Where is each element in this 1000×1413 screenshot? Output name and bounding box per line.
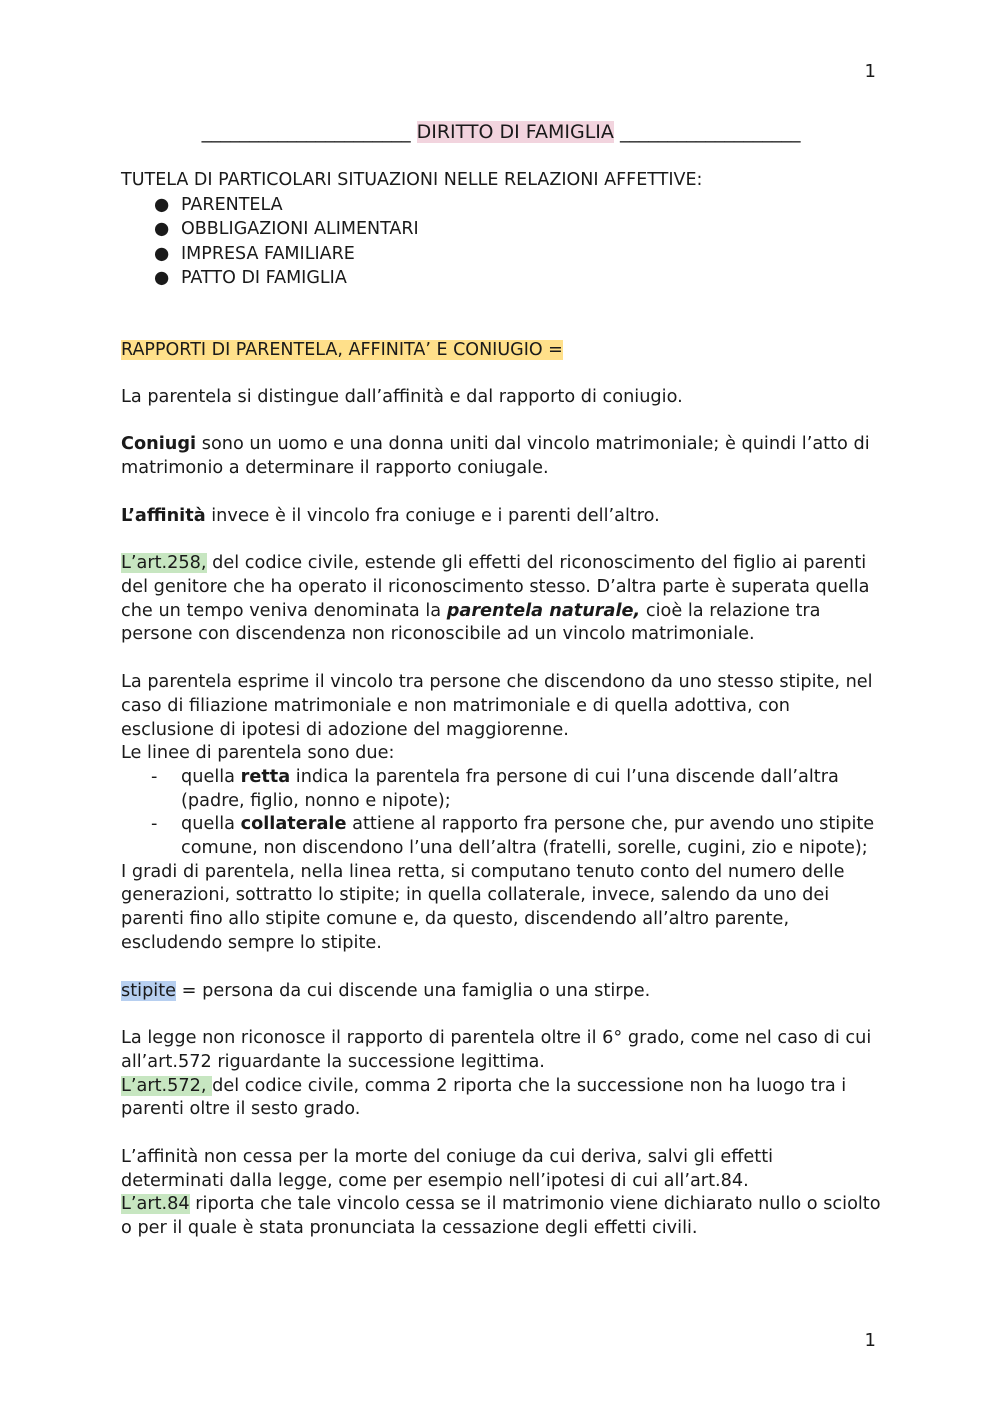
list-item: [121, 193, 881, 218]
paragraph-sesto-grado: La legge non riconosce il rapporto di parentela oltre il 6° grado, come nel caso di cui all’art.572 riguardante la successione legittima.: [121, 1028, 872, 1072]
dash-icon: -: [151, 814, 158, 835]
term-affinita: L’affinità: [121, 505, 206, 526]
paragraph-text: sono un uomo e una donna uniti dal vincolo matrimoniale; è quindi l’atto di matrimonio a determinare il rapporto coniugale.: [121, 434, 870, 478]
section-heading-text: RAPPORTI DI PARENTELA, AFFINITA’ E CONIUGIO =: [121, 339, 563, 360]
paragraph-parentela: La parentela si distingue dall’affinità e dal rapporto di coniugio.: [121, 386, 683, 407]
bullet-text: OBBLIGAZIONI ALIMENTARI: [181, 219, 419, 239]
term-collaterale: collaterale: [240, 814, 347, 835]
article-reference: L’art.572,: [121, 1075, 213, 1096]
paragraph-art-258: [121, 552, 881, 647]
term-retta: retta: [240, 766, 291, 787]
bullet-icon: ●: [154, 194, 170, 215]
dash-icon: -: [151, 766, 158, 787]
term-parentela-naturale: parentela naturale,: [446, 600, 641, 621]
list-item: [121, 266, 881, 291]
paragraph-stipite: [121, 980, 881, 1004]
list-text: indica la parentela fra persone di cui l’una discende dall’altra (padre, figlio, nonno e nipote);: [181, 766, 839, 811]
document-title: [121, 118, 881, 146]
title-rule-left: ______________________: [201, 121, 411, 143]
bullet-icon: ●: [154, 268, 170, 288]
paragraph-linee: Le linee di parentela sono due:: [121, 743, 395, 764]
term-coniugi: Coniugi: [121, 434, 197, 455]
list-item: [121, 813, 881, 860]
title-text: DIRITTO DI FAMIGLIA: [416, 121, 614, 143]
article-reference: L’art.84: [121, 1194, 190, 1215]
article-reference: L’art.258,: [121, 553, 207, 574]
list-item: [121, 766, 881, 813]
list-text: attiene al rapporto fra persone che, pur avendo uno stipite comune, non discendono l’una dell’altra (fratelli, sorelle, cugini, zio e nipote);: [181, 814, 875, 859]
paragraph-text: = persona da cui discende una famiglia o una stirpe.: [176, 980, 651, 1001]
bullet-text: PATTO DI FAMIGLIA: [181, 268, 347, 288]
bullet-text: PARENTELA: [181, 194, 283, 215]
section-heading: [121, 338, 881, 362]
paragraph-vincolo: La parentela esprime il vincolo tra persone che discendono da uno stesso stipite, nel caso di filiazione matrimoniale e non matrimoniale e di quella adottiva, con esclusione di ipotesi di adozione del maggiorenne.: [121, 672, 873, 740]
page-number-bottom: 1: [864, 1330, 876, 1351]
title-rule-right: ___________________: [619, 121, 801, 143]
paragraph-gradi: I gradi di parentela, nella linea retta, si computano tenuto conto del numero delle generazioni, sottratto lo stipite; in quella collaterale, invece, salendo da uno dei parenti fino allo stipite comune e, da questo, discendendo all’altro parente, escludendo sempre lo stipite.: [121, 861, 845, 953]
paragraph-text: invece è il vincolo fra coniuge e i parenti dell’altro.: [205, 505, 660, 526]
paragraph-affinita: [121, 505, 881, 529]
document-body: [121, 118, 881, 1241]
paragraph-affinita-morte: L’affinità non cessa per la morte del coniuge da cui deriva, salvi gli effetti determinati dalla legge, come per esempio nell’ipotesi di cui all’art.84.: [121, 1147, 774, 1191]
list-text: quella: [181, 766, 241, 787]
bullet-icon: ●: [154, 219, 170, 239]
lines-list: [121, 766, 881, 861]
paragraph-art-84: [121, 1193, 881, 1240]
paragraph-text: del codice civile, estende gli effetti del riconoscimento del figlio ai parenti del genitore che ha operato il riconoscimento stesso. D’altra parte è superata quella che un tempo veniva denominata la: [121, 553, 870, 621]
bullet-text: IMPRESA FAMILIARE: [181, 243, 355, 264]
intro-heading: TUTELA DI PARTICOLARI SITUAZIONI NELLE RELAZIONI AFFETTIVE:: [121, 170, 703, 190]
list-item: [121, 217, 881, 242]
paragraph-text: riporta che tale vincolo cessa se il matrimonio viene dichiarato nullo o sciolto o per il quale è stata pronunciata la cessazione degli effetti civili.: [121, 1194, 881, 1239]
term-stipite: stipite: [121, 980, 177, 1001]
bullet-icon: ●: [154, 243, 170, 264]
page-number-top: 1: [864, 61, 876, 82]
list-text: quella: [181, 814, 241, 835]
intro-bullet-list: [121, 193, 881, 291]
paragraph-coniugi: [121, 433, 881, 480]
list-item: [121, 242, 881, 267]
paragraph-art-572: [121, 1075, 881, 1122]
paragraph-text: cioè la relazione tra persone con discendenza non riconoscibile ad un vincolo matrimoniale.: [121, 600, 821, 645]
paragraph-text: del codice civile, comma 2 riporta che la successione non ha luogo tra i parenti oltre il sesto grado.: [121, 1075, 847, 1120]
